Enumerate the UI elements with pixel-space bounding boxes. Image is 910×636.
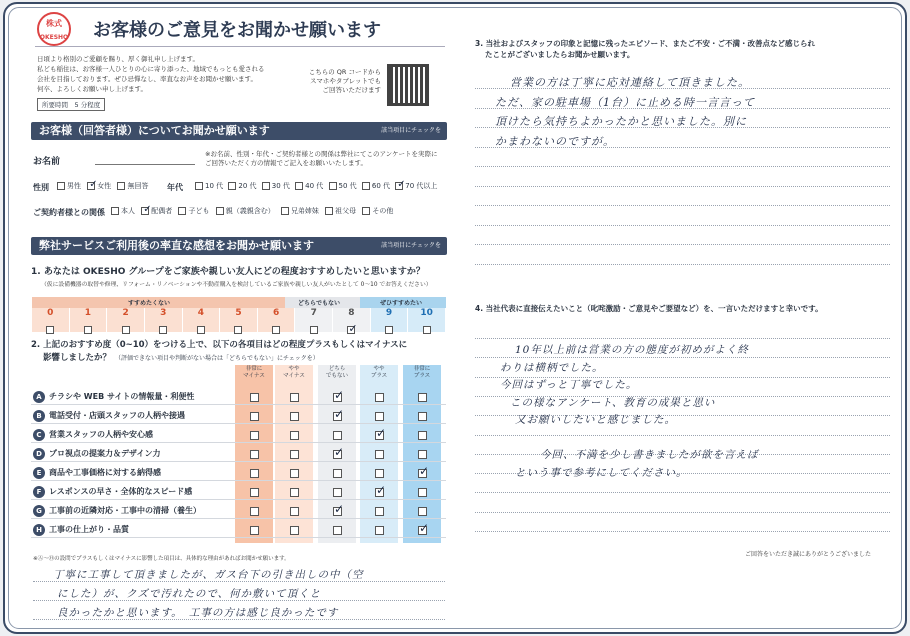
gender-label: 性別 (33, 183, 49, 192)
intro-text (37, 54, 265, 94)
scale-checkbox[interactable] (310, 326, 318, 334)
rating-checkbox[interactable] (250, 431, 259, 440)
rating-checkbox[interactable] (250, 469, 259, 478)
q4-title: 4. 当社代表に直接伝えたいこと（叱咤激励・ご意見やご要望など）を、一言いただけますと幸いです。 (475, 304, 823, 313)
rating-checkbox[interactable] (375, 412, 384, 421)
relation-checkbox[interactable]: ✓ (143, 204, 152, 215)
scale-checkbox[interactable] (347, 322, 358, 335)
scale-number: 2 (122, 308, 129, 318)
rating-column-header: 非常に マイナス (243, 366, 265, 379)
scale-cell[interactable] (371, 308, 409, 332)
rating-column-header: 非常に プラス (413, 366, 431, 379)
intro-line: 何卒、よろしくお願い申し上げます。 (37, 85, 147, 93)
intro-line: 日頃より格別のご愛顧を賜り、厚く御礼申し上げます。 (37, 55, 199, 63)
scale-number: 4 (197, 308, 204, 318)
check-mark: ✓ (376, 426, 387, 440)
relation-option: 祖父母 (335, 207, 357, 215)
handwritten-comment: 良かったかと思います。 工事の方は感じ良かったです (57, 607, 339, 619)
section2-title: 弊社サービスご利用後の率直な感想をお聞かせ願います (39, 239, 314, 252)
handwritten-answer: 営業の方は丁寧に応対連絡して頂きました。 (510, 76, 750, 89)
gender-options (57, 181, 148, 191)
rating-checkbox[interactable] (333, 488, 342, 497)
check-note: 該当項目にチェックを (381, 242, 441, 249)
item-letter-icon: B (33, 410, 45, 422)
age-checkbox[interactable] (329, 182, 337, 190)
rating-checkbox[interactable] (250, 507, 259, 516)
scale-checkbox[interactable] (159, 326, 167, 334)
section1-header (31, 122, 447, 140)
scale-cell[interactable] (408, 308, 446, 332)
gender-option: 無回答 (127, 182, 149, 190)
rating-checkbox[interactable] (290, 393, 299, 402)
q3-title-line: 3. 当社およびスタッフの印象と記憶に残ったエピソード、またご不安・ご不満・改善点など感じられ (475, 39, 816, 48)
section2-header (31, 237, 447, 255)
rating-checkbox[interactable] (333, 407, 345, 421)
rating-checkbox[interactable] (333, 526, 342, 535)
scale-mid-label: どちらでもない (298, 300, 340, 307)
rating-label (33, 428, 153, 442)
relation-checkbox[interactable] (325, 207, 333, 215)
scale-number: 6 (272, 308, 280, 318)
rating-label (33, 504, 201, 518)
relation-label: ご契約者様との関係 (33, 208, 105, 217)
handwritten-answer: 頂けたら気持ちよかったかと思いました。別に (495, 115, 747, 128)
rating-checkbox[interactable] (250, 393, 259, 402)
rating-label-text: 工事前の近隣対応・工事中の清掃（養生） (49, 506, 201, 515)
intro-line: 私ども稲住は、お客様一人ひとりの心に寄り添った、地域でもっとも愛される (37, 65, 265, 73)
age-checkbox[interactable] (262, 182, 270, 190)
scale-cell[interactable] (220, 308, 258, 332)
age-option: 60 代 (371, 182, 391, 190)
scale-number: 7 (310, 308, 317, 318)
rating-label (33, 523, 129, 537)
seal-logo (37, 12, 71, 46)
scale-checkbox[interactable] (84, 326, 92, 334)
title-underline (35, 46, 445, 47)
page-title: お客様のご意見をお聞かせ願います (93, 20, 381, 41)
relation-option: 兄弟姉妹 (290, 207, 319, 215)
gender-option: 女性 (97, 182, 112, 190)
check-mark: ✓ (419, 464, 430, 478)
scale-checkbox[interactable] (234, 326, 242, 334)
handwritten-answer: という事で参考にしてください。 (515, 466, 688, 479)
rating-checkbox[interactable] (250, 488, 259, 497)
scale-cell[interactable] (145, 308, 183, 332)
nps-scale (32, 308, 446, 335)
handwritten-answer: 10年以上前は営業の方の態度が初めがよく終 (515, 344, 749, 356)
scale-checkbox[interactable] (272, 326, 280, 334)
gender-option: 男性 (67, 182, 81, 190)
rating-label (33, 485, 192, 499)
age-checkbox[interactable] (195, 182, 203, 190)
rating-checkbox[interactable] (333, 431, 342, 440)
rating-label (33, 409, 185, 423)
rating-checkbox[interactable] (290, 431, 299, 440)
handwritten-answer: わりは横柄でした。 (500, 361, 604, 374)
age-checkbox[interactable] (228, 182, 236, 190)
rating-checkbox[interactable] (250, 450, 259, 459)
q2-text: 2. 上記のおすすめ度（0~10）をつける上で、以下の各項目はどの程度プラスもしくはマイナスに (31, 340, 408, 350)
rating-checkbox[interactable] (290, 450, 299, 459)
scale-number: 1 (84, 308, 92, 318)
q2-line2: 影響しましたか？ (43, 353, 112, 363)
thanks-text: ご回答をいただき誠にありがとうございました (745, 551, 872, 558)
scale-low-label: すすめたくない (128, 300, 171, 307)
grid-footnote: ※Ⓐ～Ⓗの設問でプラスもしくはマイナスに影響した項目は、具体的な理由があればお聞かせ願います。 (33, 556, 290, 562)
scale-cell[interactable] (70, 308, 108, 332)
answer-line (475, 531, 890, 532)
scale-checkbox[interactable] (423, 326, 431, 334)
scale-number: 0 (47, 308, 54, 318)
item-letter-icon: E (33, 467, 45, 479)
check-mark: ✓ (419, 521, 430, 535)
handwritten-answer: 今回、不満を少し書きましたが欲を言えば (540, 449, 759, 461)
check-mark: ✓ (348, 322, 358, 335)
q1-subtext: （仮に設備機器の取替や修理、リフォーム・リノベーションや不動産購入を検討しているご家族や親しい友人がいたとして 0～10 でお答えください） (41, 282, 432, 288)
rating-label-text: チラシや WEB サイトの情報量・利便性 (49, 392, 195, 401)
scale-high-label: ぜひすすめたい (380, 300, 423, 307)
check-mark: ✓ (376, 483, 387, 497)
item-letter-icon: H (33, 524, 45, 536)
scale-cell[interactable] (183, 308, 221, 332)
rating-label-text: 工事の仕上がり・品質 (49, 525, 129, 534)
time-label: 所要時間 5 分程度 (37, 98, 105, 111)
q3-title (475, 38, 815, 60)
rating-checkbox[interactable] (250, 526, 259, 535)
item-letter-icon: D (33, 448, 45, 460)
note-line: ※お名前、性別・年代・ご契約者様との関係は弊社にてこのアンケートを実際に (205, 150, 438, 158)
relation-checkbox[interactable] (362, 207, 370, 215)
rating-checkbox[interactable] (418, 450, 427, 459)
rating-checkbox[interactable] (375, 507, 384, 516)
scale-header (32, 297, 446, 308)
answer-line (475, 512, 890, 513)
seal-text: 株式 (46, 19, 62, 28)
rating-label-text: 商品や工事価格に対する納得感 (49, 468, 161, 477)
answer-line (475, 492, 890, 493)
rating-checkbox[interactable] (333, 388, 345, 402)
age-option: 30 代 (271, 182, 290, 190)
rating-checkbox[interactable] (290, 526, 299, 535)
scale-cell[interactable] (258, 308, 296, 332)
scale-checkbox[interactable] (122, 326, 130, 334)
age-option: 40 代 (305, 182, 324, 190)
rating-column-header: やや プラス (370, 366, 388, 379)
check-mark: ✓ (334, 502, 345, 516)
rating-label-text: レスポンスの早さ・全体的なスピード感 (49, 487, 193, 496)
q2-text-2 (43, 351, 319, 363)
handwritten-answer: ただ、家の駐車場（1台）に止める時一言言って (495, 95, 755, 109)
rating-checkbox[interactable] (375, 526, 384, 535)
gender-checkbox[interactable] (57, 182, 65, 190)
rating-checkbox[interactable] (418, 431, 427, 440)
age-label: 年代 (167, 183, 183, 192)
rating-label-text: 電話受付・店頭スタッフの人柄や接遇 (49, 411, 185, 420)
qr-code[interactable] (387, 64, 429, 106)
relation-checkbox[interactable] (281, 207, 289, 215)
rating-checkbox[interactable] (418, 464, 430, 478)
scale-cell[interactable] (333, 308, 371, 335)
rating-column-header: どちら でもない (325, 366, 348, 379)
relation-checkbox[interactable] (111, 207, 119, 215)
rating-checkbox[interactable] (418, 393, 427, 402)
age-option: 70 代以上 (405, 182, 438, 190)
answer-line (475, 244, 890, 245)
handwritten-answer: かまわないのですが。 (495, 134, 615, 148)
rating-checkbox[interactable] (250, 412, 259, 421)
item-letter-icon: F (33, 486, 45, 498)
handwritten-answer: この様なアンケート、教育の成果と思い (510, 396, 716, 409)
section1-title: お客様（回答者様）についてお聞かせ願います (39, 124, 270, 137)
handwritten-answer: 又お願いしたいと感じました。 (515, 414, 676, 426)
handwritten-comment: 丁寧に工事して頂きましたが、ガス台下の引き出しの中（空 (53, 569, 364, 581)
name-label: お名前 (33, 157, 61, 167)
answer-line (475, 264, 890, 265)
rating-checkbox[interactable] (333, 502, 345, 516)
name-field[interactable] (95, 164, 195, 165)
answer-line (475, 338, 890, 339)
intro-line: 会社を目指しております。ぜひ忌憚なし、率直なお声をお聞かせ願います。 (37, 75, 257, 83)
q3-title-line: たことがございましたらお聞かせ願います。 (485, 50, 635, 59)
answer-line (475, 435, 890, 436)
rating-label-text: プロ視点の提案力＆デザイン力 (49, 449, 161, 458)
rating-checkbox[interactable] (418, 412, 427, 421)
relation-option: 親（義親含む） (225, 207, 275, 215)
rating-label (33, 447, 160, 461)
rating-label (33, 390, 194, 404)
scale-checkbox[interactable] (46, 326, 54, 334)
rating-checkbox[interactable] (375, 426, 387, 440)
qr-caption (301, 68, 381, 95)
qr-line: こちらの QR コードから (308, 68, 381, 76)
scale-checkbox[interactable] (197, 326, 205, 334)
rating-checkbox[interactable] (375, 469, 384, 478)
qr-line: ご回答いただけます (322, 86, 381, 94)
rating-checkbox[interactable] (290, 488, 299, 497)
relation-options (111, 206, 393, 216)
rating-checkbox[interactable] (333, 445, 345, 459)
scale-number: 3 (160, 308, 167, 318)
answer-line (475, 186, 890, 187)
relation-checkbox[interactable] (216, 207, 224, 215)
age-option: 20 代 (238, 182, 257, 190)
age-option: 10 代 (205, 182, 224, 190)
answer-line (475, 205, 890, 206)
relation-option: 子ども (188, 207, 210, 215)
rating-checkbox[interactable] (333, 469, 342, 478)
age-options (195, 181, 437, 191)
survey-sheet (3, 2, 907, 634)
age-checkbox[interactable]: ✓ (397, 179, 406, 190)
scale-checkbox[interactable] (385, 326, 393, 334)
rating-checkbox[interactable] (418, 488, 427, 497)
scale-number: 9 (385, 308, 393, 318)
q1-text: 1. あなたは OKESHO グループをご家族や親しい友人にどの程度おすすめしたいと思いますか？ (31, 267, 425, 277)
scale-cell[interactable] (32, 308, 70, 332)
q2-subtext: （評価できない項目や判断がない場合は「どちらでもない」にチェックを） (115, 355, 319, 362)
relation-option: その他 (372, 207, 394, 215)
check-mark: ✓ (334, 388, 345, 402)
seal-text-2: OKESHO (39, 34, 69, 41)
relation-option: 本人 (121, 207, 135, 215)
qr-line: スマホやタブレットでも (309, 77, 381, 85)
relation-option: 配偶者 (151, 207, 173, 215)
item-letter-icon: A (33, 391, 45, 403)
check-mark: ✓ (334, 445, 345, 459)
rating-checkbox[interactable] (290, 507, 299, 516)
scale-number: 8 (348, 308, 355, 318)
check-note: 該当項目にチェックを (381, 127, 441, 134)
rating-checkbox[interactable] (418, 521, 430, 535)
answer-line (475, 166, 890, 167)
item-letter-icon: G (33, 505, 45, 517)
rating-checkbox[interactable] (375, 483, 387, 497)
rating-checkbox[interactable] (290, 469, 299, 478)
scale-number: 10 (420, 308, 433, 318)
age-checkbox[interactable] (362, 182, 370, 190)
answer-line (475, 357, 890, 358)
rating-label (33, 466, 161, 480)
rating-checkbox[interactable] (290, 412, 299, 421)
age-option: 50 代 (338, 182, 357, 190)
rating-column-header: やや マイナス (283, 366, 305, 379)
relation-checkbox[interactable] (178, 207, 186, 215)
handwritten-comment: にした）が、クズで汚れたので、何か敷いて頂くと (57, 588, 322, 600)
gender-checkbox[interactable] (117, 182, 125, 190)
answer-line (475, 225, 890, 226)
rating-checkbox[interactable] (375, 393, 384, 402)
rating-checkbox[interactable] (375, 450, 384, 459)
name-note (205, 150, 438, 168)
item-letter-icon: C (33, 429, 45, 441)
rating-checkbox[interactable] (418, 507, 427, 516)
check-mark: ✓ (334, 407, 345, 421)
scale-number: 5 (235, 308, 242, 318)
rating-label-text: 営業スタッフの人柄や安心感 (49, 430, 153, 439)
age-checkbox[interactable] (295, 182, 303, 190)
gender-checkbox[interactable]: ✓ (89, 179, 98, 190)
scale-cell[interactable] (107, 308, 145, 332)
handwritten-answer: 今回はずっと丁寧でした。 (500, 379, 638, 391)
note-line: ご回答いただく方の情報でご記入をお願いいたします。 (205, 159, 367, 167)
scale-cell[interactable] (295, 308, 333, 332)
